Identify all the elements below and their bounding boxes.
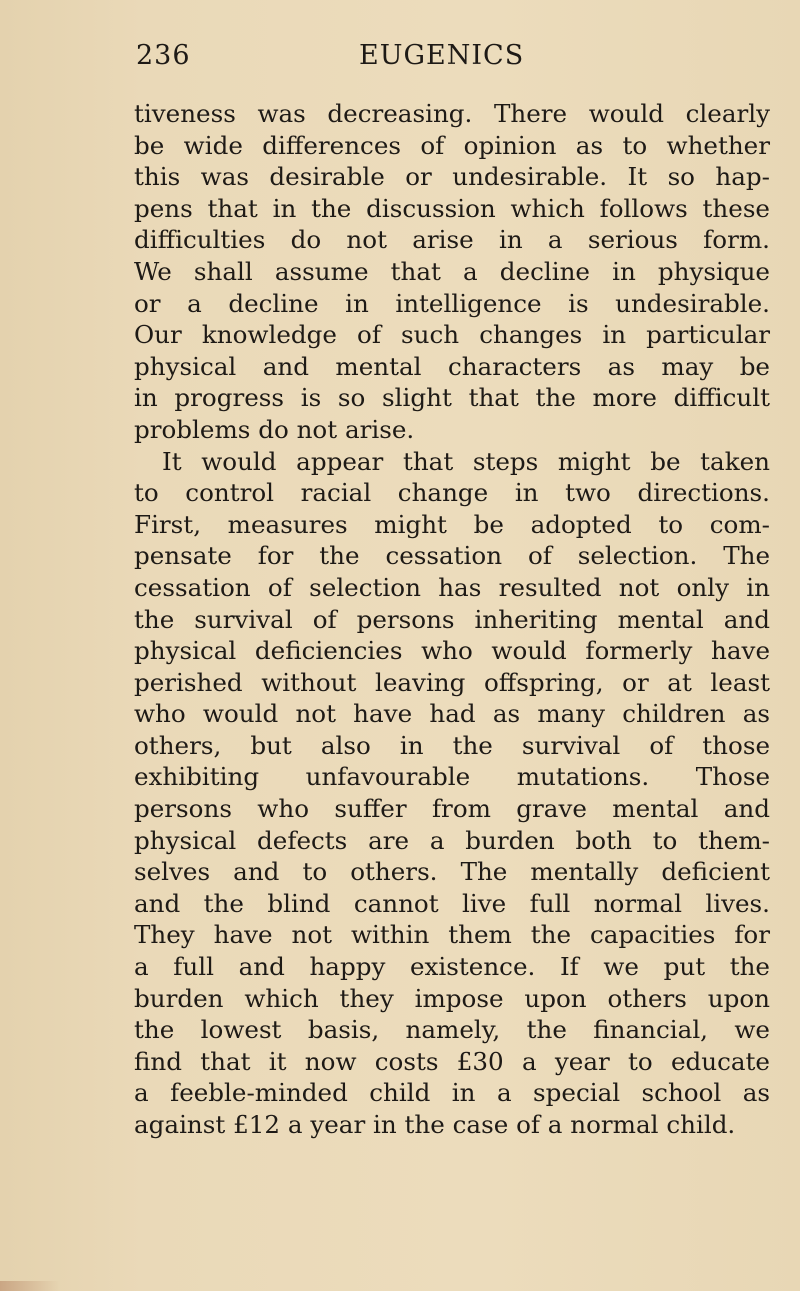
- text-line: against £12 a year in the case of a normal child.: [134, 1110, 736, 1139]
- text-line: selves and to others. The mentally deficient: [134, 857, 770, 887]
- text-line: or a decline in intelligence is undesirable.: [134, 288, 770, 318]
- text-line: in progress is so slight that the more difficult: [134, 383, 770, 413]
- text-line: a full and happy existence. If we put the: [134, 952, 770, 982]
- text-line: Our knowledge of such changes in particular: [134, 320, 770, 350]
- text-line: and the blind cannot live full normal lives.: [134, 888, 770, 918]
- text-line: exhibiting unfavourable mutations. Those: [134, 762, 770, 792]
- text-line: First, measures might be adopted to com-: [134, 509, 770, 539]
- running-title: EUGENICS: [359, 40, 525, 71]
- text-line: We shall assume that a decline in physique: [134, 256, 770, 286]
- text-line: cessation of selection has resulted not only in: [134, 572, 770, 602]
- text-line: It would appear that steps might be taken: [162, 446, 770, 476]
- text-line: persons who suffer from grave mental and: [134, 794, 770, 824]
- text-line: pensate for the cessation of selection. The: [134, 541, 770, 571]
- text-line: burden which they impose upon others upon: [134, 983, 770, 1013]
- text-line: the survival of persons inheriting mental and: [134, 604, 770, 634]
- page-edge-shadow: [0, 1281, 60, 1291]
- text-line: who would not have had as many children as: [134, 699, 770, 729]
- text-line: perished without leaving offspring, or at least: [134, 667, 770, 697]
- text-line: They have not within them the capacities for: [134, 920, 770, 950]
- text-line: tiveness was decreasing. There would clearly: [134, 99, 770, 128]
- page-header: [136, 40, 766, 80]
- paragraph-2: [134, 446, 770, 1141]
- text-line: problems do not arise.: [134, 414, 415, 444]
- body-text: [134, 98, 770, 1141]
- text-line: find that it now costs £30 a year to educate: [134, 1046, 770, 1076]
- text-line: to control racial change in two directions.: [134, 478, 770, 508]
- text-line: physical and mental characters as may be: [134, 351, 770, 381]
- text-line: the lowest basis, namely, the financial, we: [134, 1015, 770, 1045]
- paragraph-1: [134, 98, 770, 446]
- text-line: physical deficiencies who would formerly have: [134, 636, 770, 666]
- text-line: others, but also in the survival of those: [134, 730, 770, 760]
- text-line: a feeble-minded child in a special school as: [134, 1078, 770, 1108]
- text-line: be wide differences of opinion as to whether: [134, 130, 770, 160]
- text-line: pens that in the discussion which follows these: [134, 193, 770, 223]
- text-line: difficulties do not arise in a serious form.: [134, 225, 770, 255]
- page-number: 236: [136, 40, 191, 71]
- text-line: physical defects are a burden both to them-: [134, 825, 770, 855]
- text-line: this was desirable or undesirable. It so hap-: [134, 162, 770, 192]
